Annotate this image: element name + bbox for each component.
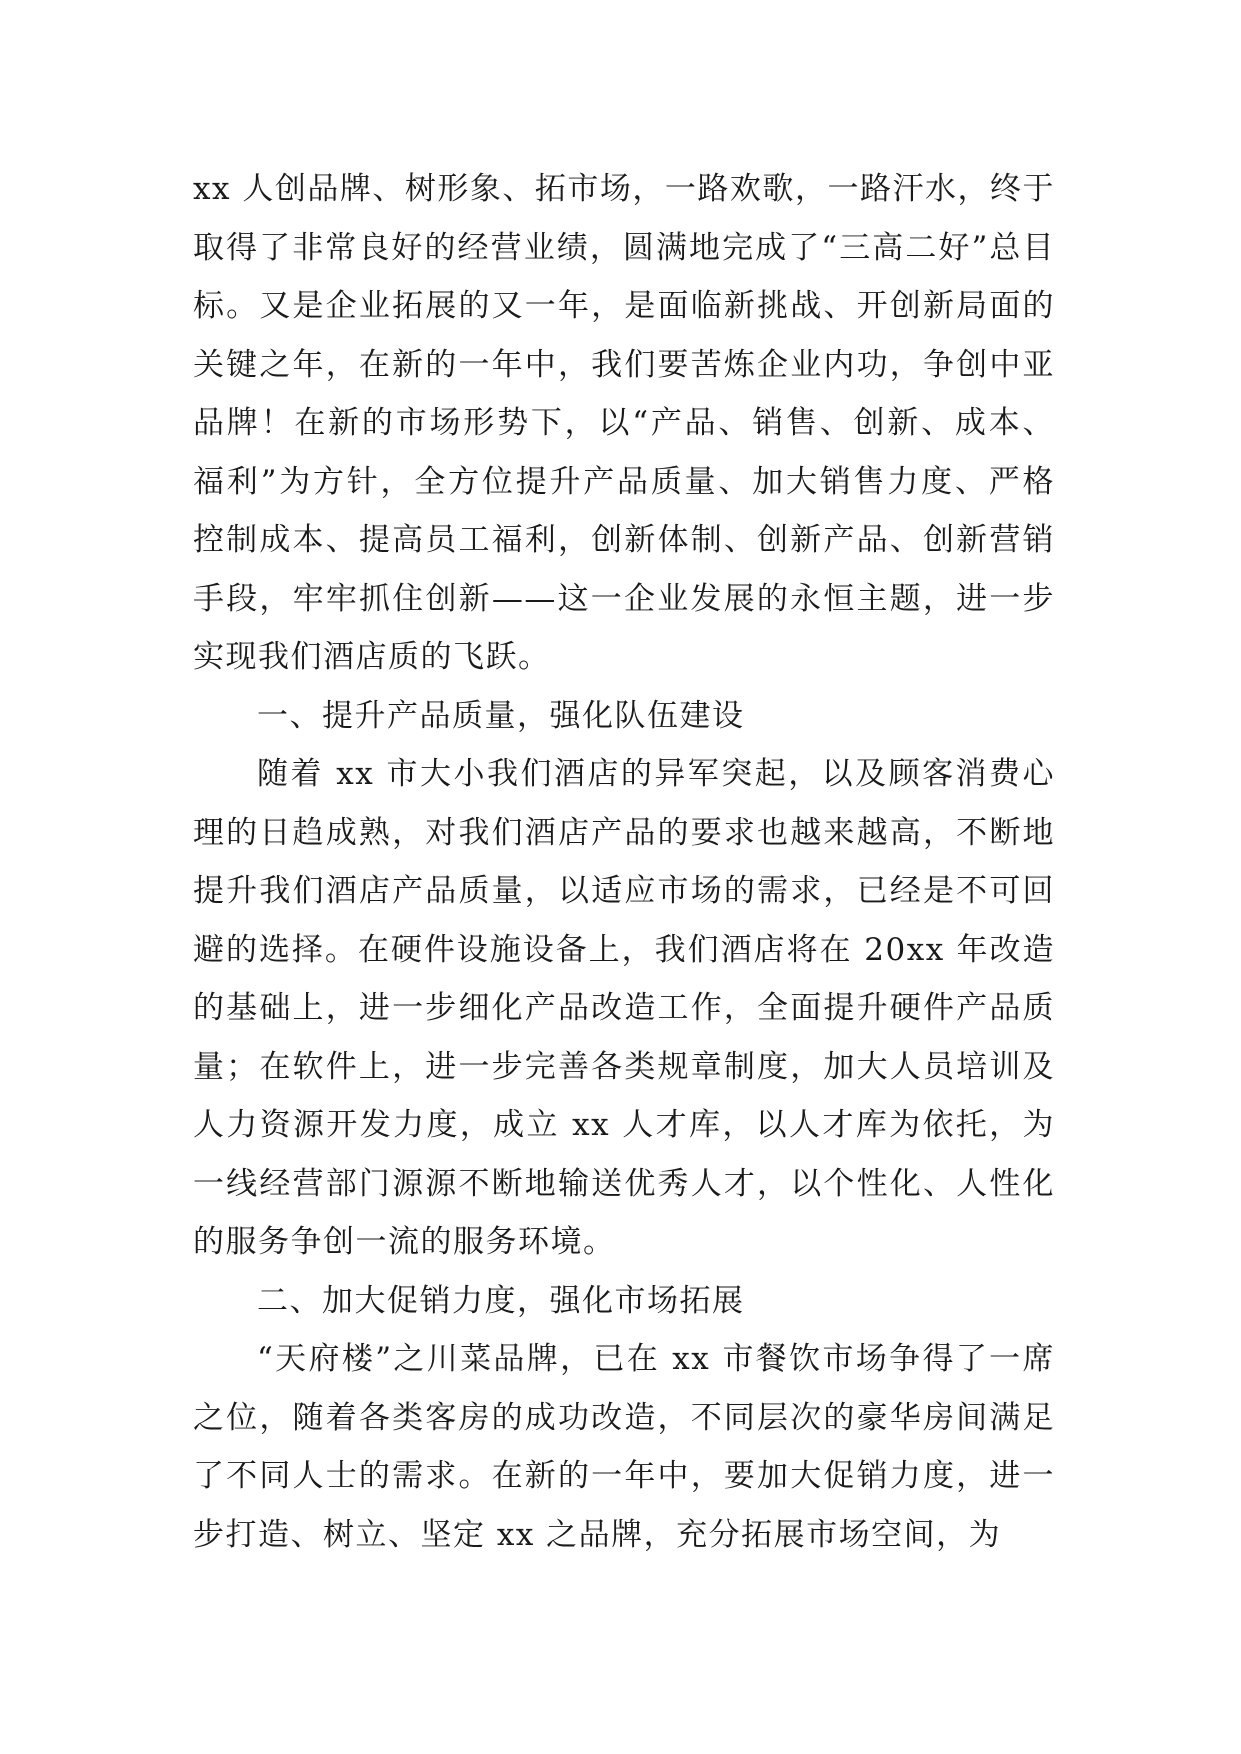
section-heading-2: 二、加大促销力度，强化市场拓展 [257, 1282, 745, 1319]
document-page [193, 160, 1055, 1564]
paragraph-section-2: “天府楼”之川菜品牌，已在 xx 市餐饮市场争得了一席之位，随着各类客房的成功改造，不同层次的豪华房间满足了不同人士的需求。在新的一年中，要加大促销力度，进一步打造、树立、坚定 xx 之品牌，充分拓展市场空间，为 [193, 1341, 1055, 1553]
paragraph-intro: xx 人创品牌、树形象、拓市场，一路欢歌，一路汗水，终于取得了非常良好的经营业绩，圆满地完成了“三高二好”总目标。又是企业拓展的又一年，是面临新挑战、开创新局面的关键之年，在新的一年中，我们要苦炼企业内功，争创中亚品牌！在新的市场形势下，以“产品、销售、创新、成本、福利”为方针，全方位提升产品质量、加大销售力度、严格控制成本、提高员工福利，创新体制、创新产品、创新营销手段，牢牢抓住创新——这一企业发展的永恒主题，进一步实现我们酒店质的飞跃。 [193, 171, 1055, 675]
section-heading-1: 一、提升产品质量，强化队伍建设 [257, 697, 745, 734]
paragraph-section-1: 随着 xx 市大小我们酒店的异军突起，以及顾客消费心理的日趋成熟，对我们酒店产品的要求也越来越高，不断地提升我们酒店产品质量，以适应市场的需求，已经是不可回避的选择。在硬件设施设备上，我们酒店将在 20xx 年改造的基础上，进一步细化产品改造工作，全面提升硬件产品质量；在软件上，进一步完善各类规章制度，加大人员培训及人力资源开发力度，成立 xx 人才库，以人才库为依托，为一线经营部门源源不断地输送优秀人才，以个性化、人性化的服务争创一流的服务环境。 [193, 756, 1055, 1260]
